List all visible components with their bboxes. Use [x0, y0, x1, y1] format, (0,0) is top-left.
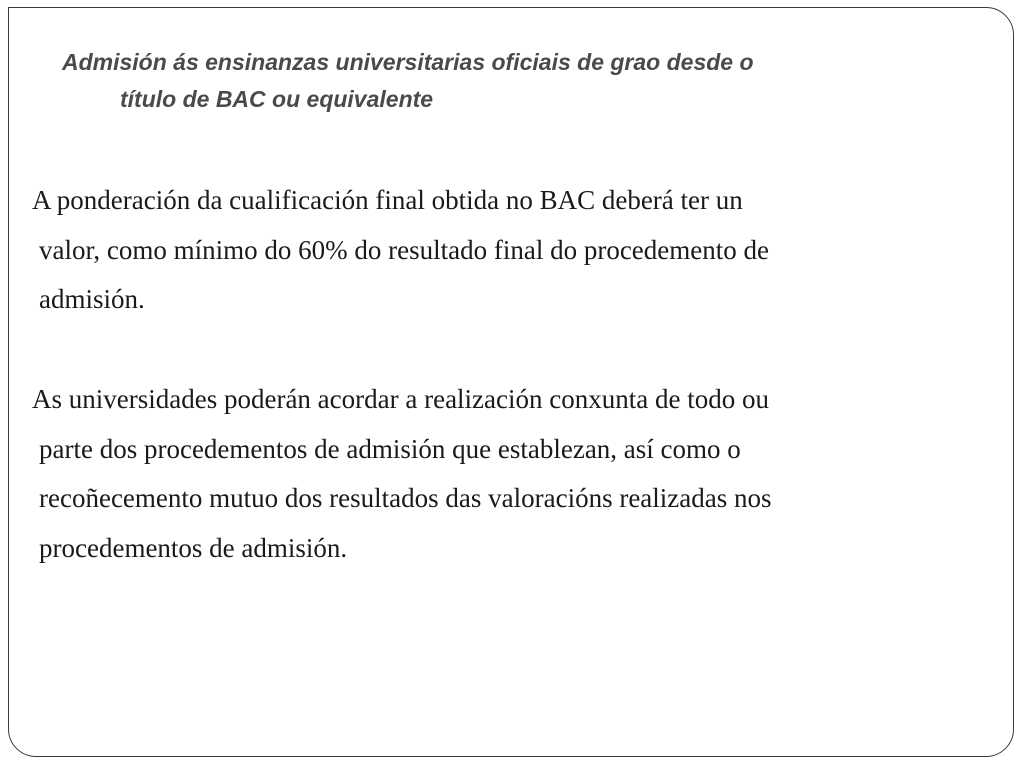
paragraph-1-line-1: A ponderación da cualificación final obtida no BAC deberá ter un	[32, 185, 743, 215]
body-paragraph-2	[32, 375, 932, 573]
paragraph-1-line-3: admisión.	[39, 284, 145, 314]
body-paragraph-1	[32, 176, 932, 325]
slide-title	[62, 44, 922, 118]
paragraph-2-line-2: parte dos procedementos de admisión que establezan, así como o	[39, 433, 741, 464]
slide-title-line-2: título de BAC ou equivalente	[120, 86, 434, 112]
paragraph-1-line-2: valor, como mínimo do 60% do resultado final do procedemento de	[39, 234, 769, 265]
paragraph-2-line-4: procedementos de admisión.	[39, 532, 348, 563]
paragraph-2-line-1: As universidades poderán acordar a realización conxunta de todo ou	[32, 384, 769, 414]
slide-title-line-1: Admisión ás ensinanzas universitarias oficiais de grao desde o	[62, 49, 754, 75]
paragraph-2-line-3: recoñecemento mutuo dos resultados das valoracións realizadas nos	[39, 483, 772, 513]
